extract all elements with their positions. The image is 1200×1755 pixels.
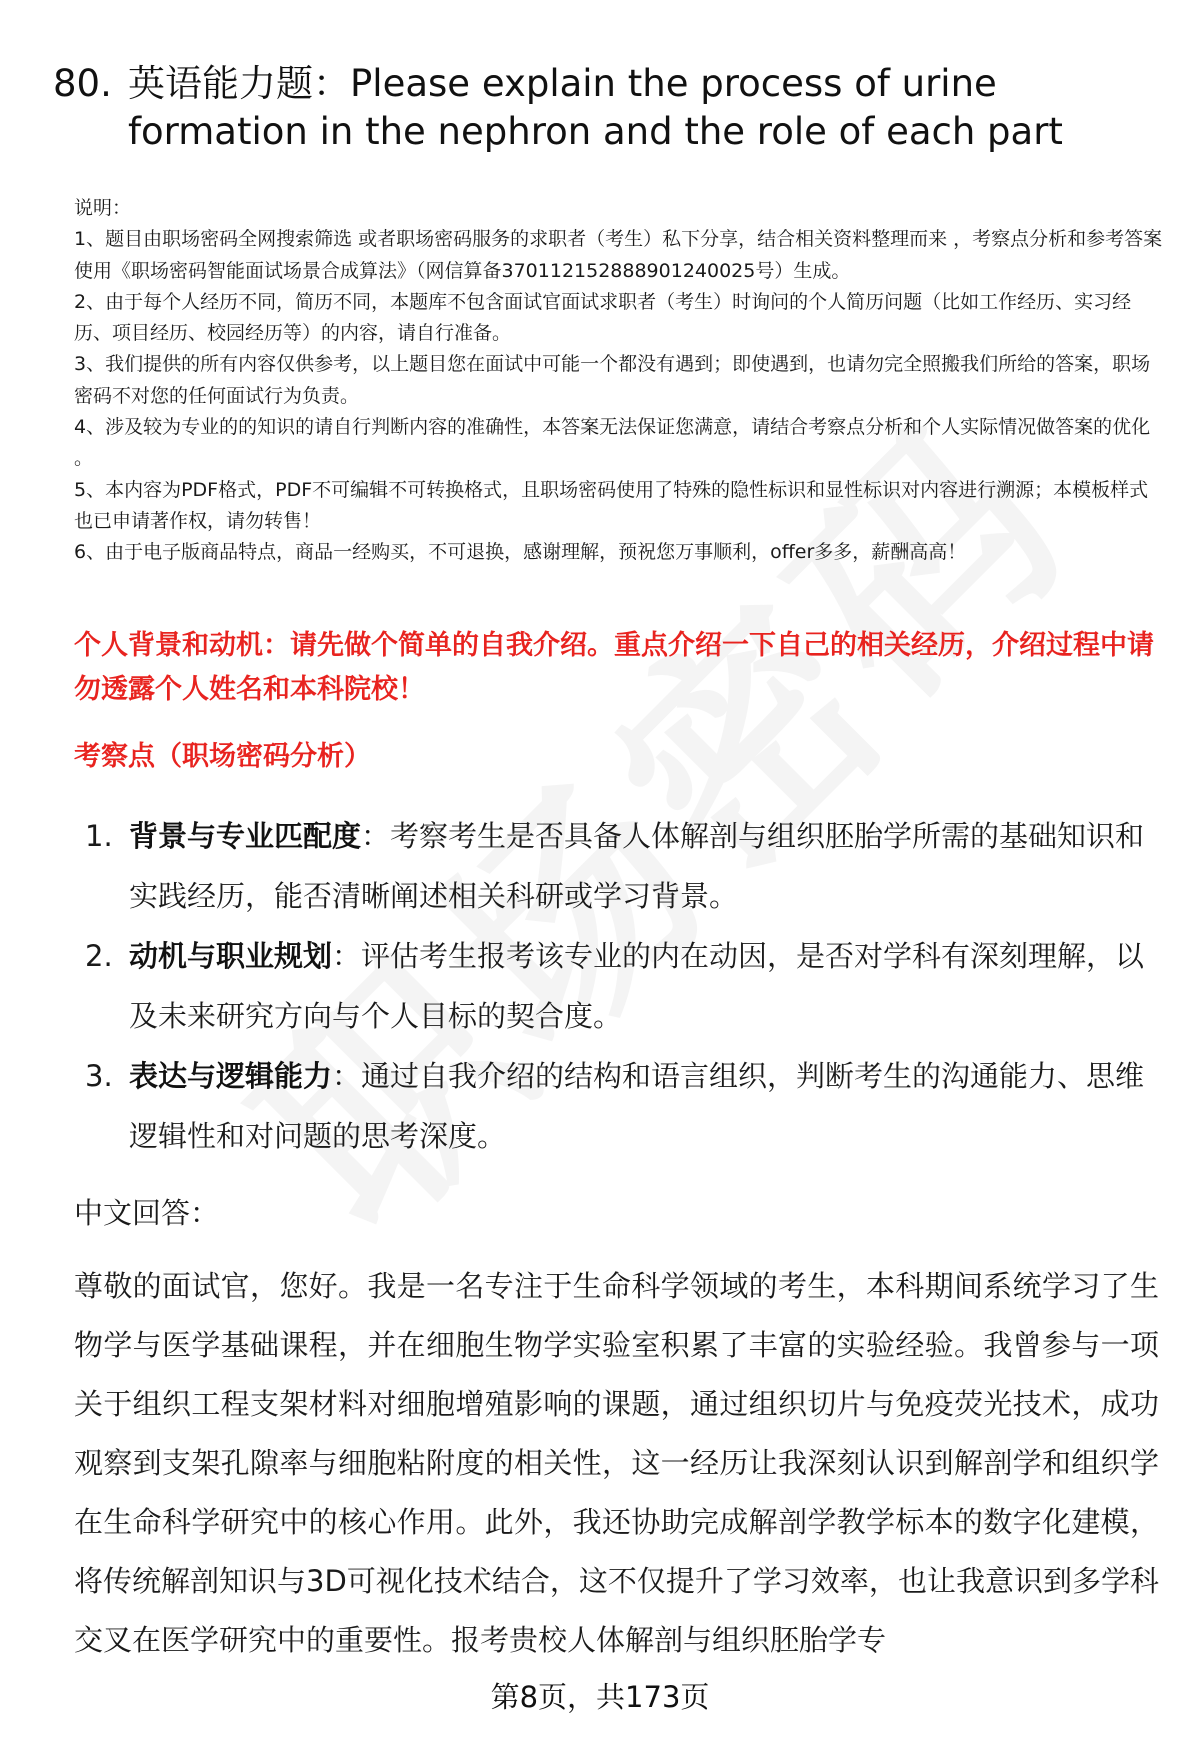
notes-heading: 说明： xyxy=(74,197,132,219)
list-item xyxy=(74,926,1159,1046)
question-title xyxy=(53,60,1163,156)
list-item-number: 2. xyxy=(85,939,113,973)
list-item-title: 背景与专业匹配度 xyxy=(129,819,362,853)
question-number: 80. xyxy=(53,62,112,105)
section-heading: 个人背景和动机：请先做个简单的自我介绍。重点介绍一下自己的相关经历，介绍过程中请勿透露个人姓名和本科院校！ xyxy=(74,630,1154,705)
note-item: 3、我们提供的所有内容仅供参考，以上题目您在面试中可能一个都没有遇到；即使遇到，也请勿完全照搬我们所给的答案，职场密码不对您的任何面试行为负责。 xyxy=(74,353,1151,407)
note-item: 4、涉及较为专业的的知识的请自行判断内容的准确性，本答案无法保证您满意，请结合考察点分析和个人实际情况做答案的优化 。 xyxy=(74,416,1151,470)
note-item: 2、由于每个人经历不同，简历不同，本题库不包含面试官面试求职者（考生）时询问的个人简历问题（比如工作经历、实习经历、项目经历、校园经历等）的内容，请自行准备。 xyxy=(74,290,1132,345)
analysis-points xyxy=(74,806,1159,1166)
analysis-heading: 考察点（职场密码分析） xyxy=(74,741,371,772)
answer-label: 中文回答： xyxy=(74,1196,220,1230)
notes-block xyxy=(74,193,1164,569)
list-item-text: ：考察考生是否具备人体解剖与组织胚胎学所需的基础知识和实践经历，能否清晰阐述相关科研或学习背景。 xyxy=(129,819,1145,913)
list-item xyxy=(74,806,1159,926)
note-item: 6、由于电子版商品特点，商品一经购买，不可退换，感谢理解，预祝您万事顺利，offer多多，薪酬高高！ xyxy=(74,541,967,564)
answer-text: 尊敬的面试官，您好。我是一名专注于生命科学领域的考生，本科期间系统学习了生物学与医学基础课程，并在细胞生物学实验室积累了丰富的实验经验。我曾参与一项关于组织工程支架材料对细胞增殖影响的课题，通过组织切片与免疫荧光技术，成功观察到支架孔隙率与细胞粘附度的相关性，这一经历让我深刻认识到解剖学和组织学在生命科学研究中的核心作用。此外，我还协助完成解剖学教学标本的数字化建模，将传统解剖知识与3D可视化技术结合，这不仅提升了学习效率，也让我意识到多学科交叉在医学研究中的重要性。报考贵校人体解剖与组织胚胎学专 xyxy=(74,1269,1159,1657)
list-item-number: 1. xyxy=(85,819,113,853)
list-item-text: ：通过自我介绍的结构和语言组织，判断考生的沟通能力、思维逻辑性和对问题的思考深度。 xyxy=(129,1059,1145,1153)
list-item xyxy=(74,1046,1159,1166)
list-item-title: 动机与职业规划 xyxy=(129,939,333,973)
list-item-title: 表达与逻辑能力 xyxy=(129,1059,333,1093)
question-text: 英语能力题：Please explain the process of urine formation in the nephron and the role of each part xyxy=(128,62,1063,153)
note-item: 1、题目由职场密码全网搜索筛选 或者职场密码服务的求职者（考生）私下分享，结合相关资料整理而来 ，考察点分析和参考答案使用《职场密码智能面试场景合成算法》（网信算备370112152888901240025号）生成。 xyxy=(74,228,1163,282)
page-footer: 第8页，共173页 xyxy=(490,1680,710,1714)
list-item-number: 3. xyxy=(85,1059,113,1093)
list-item-text: ：评估考生报考该专业的内在动因，是否对学科有深刻理解，以及未来研究方向与个人目标的契合度。 xyxy=(129,939,1145,1033)
note-item: 5、本内容为PDF格式，PDF不可编辑不可转换格式，且职场密码使用了特殊的隐性标识和显性标识对内容进行溯源；本模板样式也已申请著作权，请勿转售！ xyxy=(74,478,1149,532)
